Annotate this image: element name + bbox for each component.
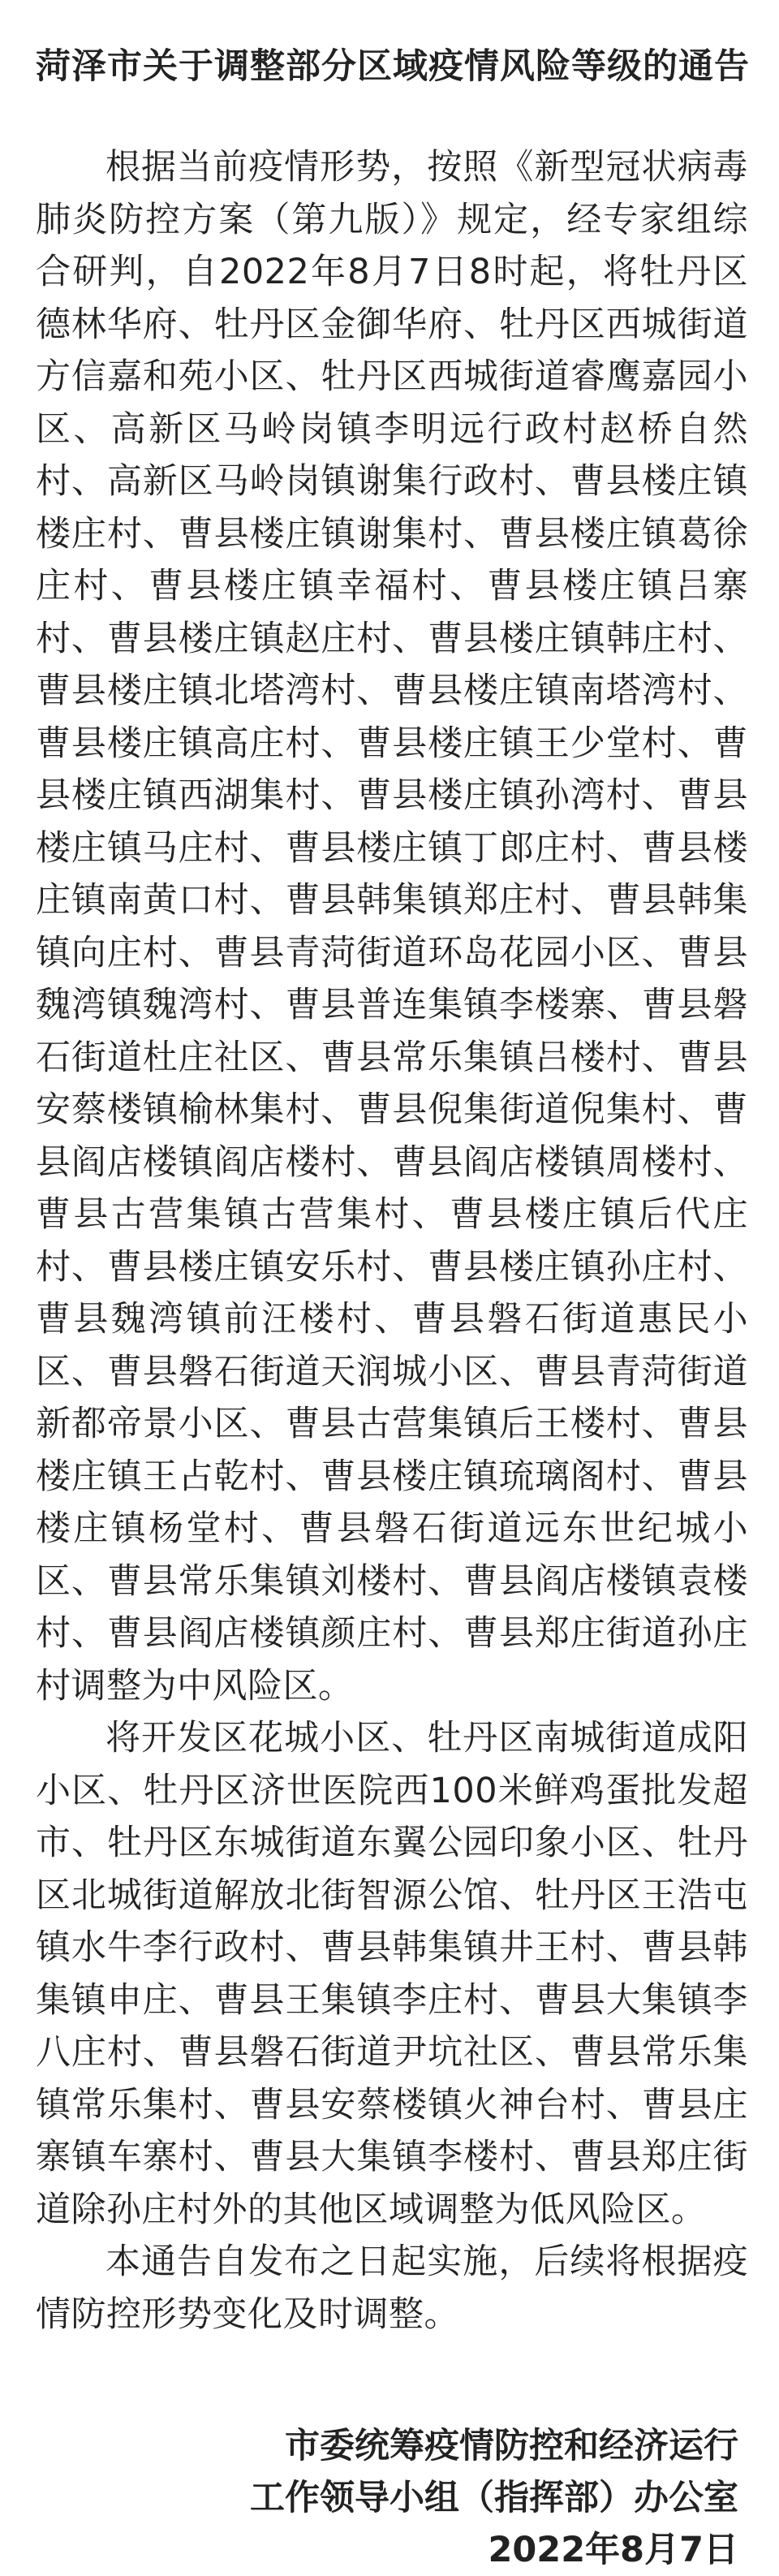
paragraph-medium-risk: 根据当前疫情形势，按照《新型冠状病毒肺炎防控方案（第九版）》规定，经专家组综合研判，自2022年8月7日8时起，将牡丹区德林华府、牡丹区金御华府、牡丹区西城街道方信嘉和苑小区、牡丹区西城街道睿鹰嘉园小区、高新区马岭岗镇李明远行政村赵桥自然村、高新区马岭岗镇谢集行政村、曹县楼庄镇楼庄村、曹县楼庄镇谢集村、曹县楼庄镇葛徐庄村、曹县楼庄镇幸福村、曹县楼庄镇吕寨村、曹县楼庄镇赵庄村、曹县楼庄镇韩庄村、曹县楼庄镇北塔湾村、曹县楼庄镇南塔湾村、曹县楼庄镇高庄村、曹县楼庄镇王少堂村、曹县楼庄镇西湖集村、曹县楼庄镇孙湾村、曹县楼庄镇马庄村、曹县楼庄镇丁郎庄村、曹县楼庄镇南黄口村、曹县韩集镇郑庄村、曹县韩集镇向庄村、曹县青菏街道环岛花园小区、曹县魏湾镇魏湾村、曹县普连集镇李楼寨、曹县磐石街道杜庄社区、曹县常乐集镇吕楼村、曹县安蔡楼镇榆林集村、曹县倪集街道倪集村、曹县阎店楼镇阎店楼村、曹县阎店楼镇周楼村、曹县古营集镇古营集村、曹县楼庄镇后代庄村、曹县楼庄镇安乐村、曹县楼庄镇孙庄村、曹县魏湾镇前汪楼村、曹县磐石街道惠民小区、曹县磐石街道天润城小区、曹县青菏街道新都帝景小区、曹县古营集镇后王楼村、曹县楼庄镇王占乾村、曹县楼庄镇琉璃阁村、曹县楼庄镇杨堂村、曹县磐石街道远东世纪城小区、曹县常乐集镇刘楼村、曹县阎店楼镇袁楼村、曹县阎店楼镇颜庄村、曹县郑庄街道孙庄村调整为中风险区。 xyxy=(36,147,748,1707)
paragraph-low-risk: 将开发区花城小区、牡丹区南城街道成阳小区、牡丹区济世医院西100米鲜鸡蛋批发超市、牡丹区东城街道东翼公园印象小区、牡丹区北城街道解放北街智源公馆、牡丹区王浩屯镇水牛李行政村、曹县韩集镇井王村、曹县韩集镇申庄、曹县王集镇李庄村、曹县大集镇李八庄村、曹县磐石街道尹坑社区、曹县常乐集镇常乐集村、曹县安蔡楼镇火神台村、曹县庄寨镇车寨村、曹县大集镇李楼村、曹县郑庄街道除孙庄村外的其他区域调整为低风险区。 xyxy=(36,1718,748,2230)
paragraph-effective: 本通告自发布之日起实施，后续将根据疫情防控形势变化及时调整。 xyxy=(36,2242,748,2335)
signature-block xyxy=(36,2420,748,2576)
issue-date: 2022年8月7日 xyxy=(488,2530,738,2570)
notice-body xyxy=(36,141,748,2341)
notice-title: 菏泽市关于调整部分区域疫情风险等级的通告 xyxy=(36,46,750,87)
issuer-line-2: 工作领导小组（指挥部）办公室 xyxy=(250,2478,738,2518)
issuer-line-1: 市委统筹疫情防控和经济运行 xyxy=(285,2426,738,2466)
